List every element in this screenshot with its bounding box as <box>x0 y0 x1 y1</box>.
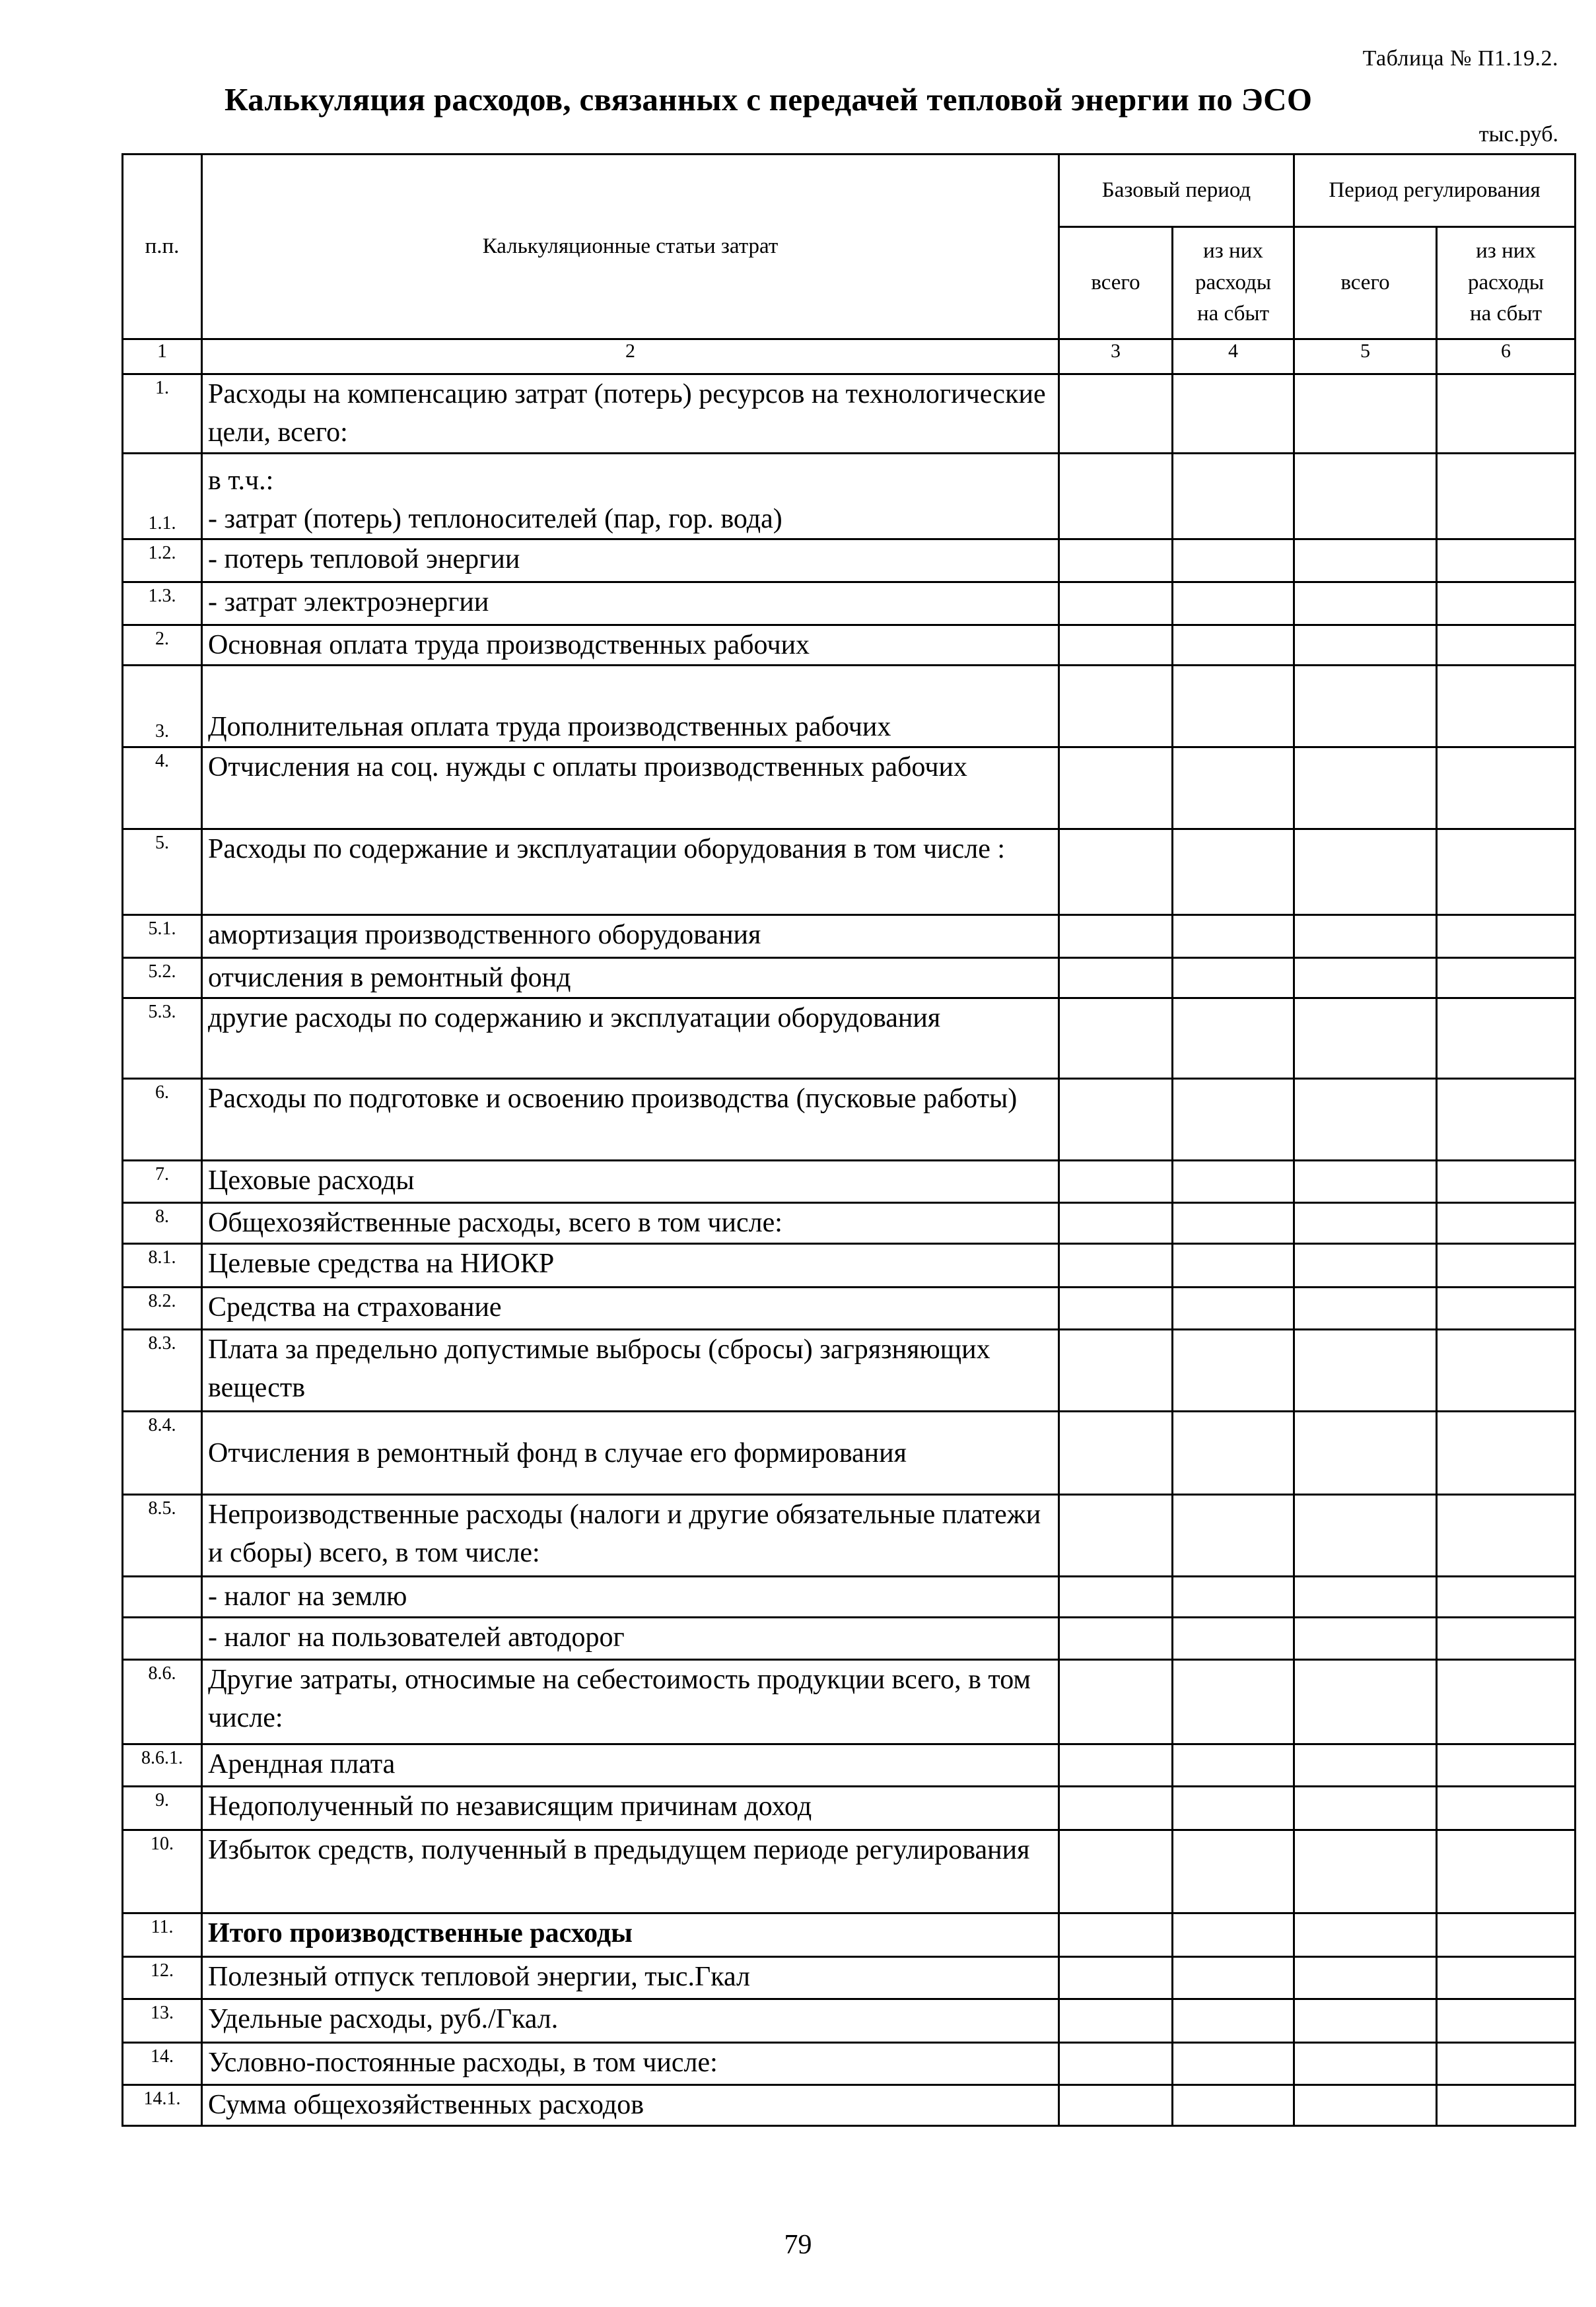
reg-total-cell[interactable] <box>1294 1744 1437 1787</box>
base-sales-cell[interactable] <box>1173 1999 1294 2043</box>
base-total-cell[interactable] <box>1059 666 1173 747</box>
column-number: 5 <box>1294 339 1437 374</box>
base-sales-cell[interactable] <box>1173 1203 1294 1244</box>
row-number: 13. <box>123 1999 202 2043</box>
reg-total-cell[interactable] <box>1294 1830 1437 1913</box>
header-reg-sales-line2: расходы <box>1467 270 1544 294</box>
header-reg-sales-line1: из них <box>1476 238 1536 263</box>
column-number: 2 <box>202 339 1059 374</box>
reg-sales-cell[interactable] <box>1437 1618 1576 1660</box>
header-base-sales-line3: на сбыт <box>1197 302 1269 326</box>
header-base-sales-line1: из них <box>1203 238 1263 263</box>
base-sales-cell[interactable] <box>1173 1495 1294 1577</box>
table-row <box>123 454 1576 539</box>
reg-sales-cell[interactable] <box>1437 958 1576 998</box>
reg-sales-cell[interactable] <box>1437 1330 1576 1412</box>
row-number: 9. <box>123 1787 202 1830</box>
row-label: Общехозяйственные расходы, всего в том числе: <box>202 1203 1059 1244</box>
base-sales-cell[interactable] <box>1173 829 1294 915</box>
reg-sales-cell[interactable] <box>1437 915 1576 958</box>
base-total-cell[interactable] <box>1059 1787 1173 1830</box>
row-label: Целевые средства на НИОКР <box>202 1244 1059 1288</box>
reg-total-cell[interactable] <box>1294 582 1437 625</box>
row-label: Расходы по содержание и эксплуатации оборудования в том числе : <box>202 829 1059 915</box>
row-number: 8.2. <box>123 1288 202 1330</box>
base-total-cell[interactable] <box>1059 915 1173 958</box>
row-label: другие расходы по содержанию и эксплуатации оборудования <box>202 998 1059 1079</box>
header-base-total: всего <box>1059 227 1173 339</box>
row-number: 10. <box>123 1830 202 1913</box>
reg-sales-cell[interactable] <box>1437 998 1576 1079</box>
reg-sales-cell[interactable] <box>1437 374 1576 454</box>
reg-total-cell[interactable] <box>1294 829 1437 915</box>
base-sales-cell[interactable] <box>1173 666 1294 747</box>
base-total-cell[interactable] <box>1059 829 1173 915</box>
base-sales-cell[interactable] <box>1173 747 1294 829</box>
reg-sales-cell[interactable] <box>1437 2043 1576 2085</box>
table-row <box>123 1288 1576 1330</box>
table-row <box>123 1999 1576 2043</box>
base-total-cell[interactable] <box>1059 374 1173 454</box>
base-sales-cell[interactable] <box>1173 1787 1294 1830</box>
reg-total-cell[interactable] <box>1294 1999 1437 2043</box>
row-label: амортизация производственного оборудования <box>202 915 1059 958</box>
row-label: Расходы на компенсацию затрат (потерь) ресурсов на технологические цели, всего: <box>202 374 1059 454</box>
base-sales-cell[interactable] <box>1173 2043 1294 2085</box>
row-number: 6. <box>123 1079 202 1161</box>
base-sales-cell[interactable] <box>1173 1288 1294 1330</box>
reg-sales-cell[interactable] <box>1437 1660 1576 1744</box>
reg-sales-cell[interactable] <box>1437 1288 1576 1330</box>
header-base-sales-line2: расходы <box>1195 270 1272 294</box>
table-row <box>123 2043 1576 2085</box>
reg-total-cell[interactable] <box>1294 1412 1437 1495</box>
row-number <box>123 1577 202 1618</box>
base-total-cell[interactable] <box>1059 1412 1173 1495</box>
reg-total-cell[interactable] <box>1294 1161 1437 1203</box>
table-row <box>123 829 1576 915</box>
row-number: 8.1. <box>123 1244 202 1288</box>
row-number: 8.6.1. <box>123 1744 202 1787</box>
row-number: 14.1. <box>123 2085 202 2126</box>
row-number: 8. <box>123 1203 202 1244</box>
reg-total-cell[interactable] <box>1294 958 1437 998</box>
table-row <box>123 1330 1576 1412</box>
base-total-cell[interactable] <box>1059 1660 1173 1744</box>
column-number: 3 <box>1059 339 1173 374</box>
row-number: 5.2. <box>123 958 202 998</box>
header-regulation-period: Период регулирования <box>1294 155 1576 227</box>
reg-total-cell[interactable] <box>1294 998 1437 1079</box>
table-row <box>123 1957 1576 1999</box>
row-number: 4. <box>123 747 202 829</box>
reg-sales-cell[interactable] <box>1437 1495 1576 1577</box>
table-row <box>123 1161 1576 1203</box>
table-row <box>123 958 1576 998</box>
row-number: 7. <box>123 1161 202 1203</box>
row-label-line2: - затрат (потерь) теплоносителей (пар, гор. вода) <box>208 504 782 534</box>
row-label: Арендная плата <box>202 1744 1059 1787</box>
base-sales-cell[interactable] <box>1173 1577 1294 1618</box>
page-number: 79 <box>784 2230 812 2260</box>
base-total-cell[interactable] <box>1059 958 1173 998</box>
row-number: 12. <box>123 1957 202 1999</box>
table-row <box>123 1203 1576 1244</box>
table-row <box>123 1913 1576 1957</box>
reg-total-cell[interactable] <box>1294 1577 1437 1618</box>
reg-sales-cell[interactable] <box>1437 1744 1576 1787</box>
row-label: - потерь тепловой энергии <box>202 539 1059 582</box>
reg-total-cell[interactable] <box>1294 625 1437 666</box>
base-total-cell[interactable] <box>1059 1957 1173 1999</box>
table-number: Таблица № П1.19.2. <box>1362 46 1558 71</box>
column-number: 4 <box>1173 339 1294 374</box>
reg-sales-cell[interactable] <box>1437 1412 1576 1495</box>
reg-sales-cell[interactable] <box>1437 1161 1576 1203</box>
base-sales-cell[interactable] <box>1173 1660 1294 1744</box>
reg-sales-cell[interactable] <box>1437 582 1576 625</box>
table-row <box>123 1412 1576 1495</box>
base-total-cell[interactable] <box>1059 1830 1173 1913</box>
reg-sales-cell[interactable] <box>1437 747 1576 829</box>
table-row <box>123 1495 1576 1577</box>
base-sales-cell[interactable] <box>1173 915 1294 958</box>
table-row <box>123 1577 1576 1618</box>
reg-sales-cell[interactable] <box>1437 1244 1576 1288</box>
table-row <box>123 1618 1576 1660</box>
base-total-cell[interactable] <box>1059 454 1173 539</box>
row-label: Условно-постоянные расходы, в том числе: <box>202 2043 1059 2085</box>
base-sales-cell[interactable] <box>1173 958 1294 998</box>
reg-total-cell[interactable] <box>1294 1495 1437 1577</box>
row-label <box>202 454 1059 539</box>
table-row <box>123 582 1576 625</box>
base-sales-cell[interactable] <box>1173 374 1294 454</box>
row-label: отчисления в ремонтный фонд <box>202 958 1059 998</box>
table-row <box>123 2085 1576 2126</box>
reg-total-cell[interactable] <box>1294 915 1437 958</box>
header-pp: п.п. <box>123 155 202 339</box>
base-total-cell[interactable] <box>1059 1999 1173 2043</box>
base-sales-cell[interactable] <box>1173 1913 1294 1957</box>
reg-sales-cell[interactable] <box>1437 625 1576 666</box>
row-label: - налог на землю <box>202 1577 1059 1618</box>
reg-sales-cell[interactable] <box>1437 1913 1576 1957</box>
row-label: Недополученный по независящим причинам доход <box>202 1787 1059 1830</box>
table-row <box>123 998 1576 1079</box>
row-label: Непроизводственные расходы (налоги и другие обязательные платежи и сборы) всего, в том числе: <box>202 1495 1059 1577</box>
row-label: Отчисления в ремонтный фонд в случае его формирования <box>202 1412 1059 1495</box>
base-sales-cell[interactable] <box>1173 2085 1294 2126</box>
row-number: 8.4. <box>123 1412 202 1495</box>
row-number: 3. <box>123 666 202 747</box>
row-number: 8.5. <box>123 1495 202 1577</box>
base-total-cell[interactable] <box>1059 1913 1173 1957</box>
reg-sales-cell[interactable] <box>1437 454 1576 539</box>
row-label: Расходы по подготовке и освоению производства (пусковые работы) <box>202 1079 1059 1161</box>
base-total-cell[interactable] <box>1059 2085 1173 2126</box>
row-label: Цеховые расходы <box>202 1161 1059 1203</box>
reg-total-cell[interactable] <box>1294 666 1437 747</box>
reg-sales-cell[interactable] <box>1437 1830 1576 1913</box>
header-base-period: Базовый период <box>1059 155 1294 227</box>
row-label: Сумма общехозяйственных расходов <box>202 2085 1059 2126</box>
reg-total-cell[interactable] <box>1294 2085 1437 2126</box>
row-number: 14. <box>123 2043 202 2085</box>
base-total-cell[interactable] <box>1059 1244 1173 1288</box>
reg-total-cell[interactable] <box>1294 1244 1437 1288</box>
table-row <box>123 539 1576 582</box>
row-label: Другие затраты, относимые на себестоимость продукции всего, в том числе: <box>202 1660 1059 1744</box>
reg-total-cell[interactable] <box>1294 1618 1437 1660</box>
base-total-cell[interactable] <box>1059 539 1173 582</box>
base-sales-cell[interactable] <box>1173 1744 1294 1787</box>
column-numbers-row <box>123 339 1576 374</box>
row-label: Удельные расходы, руб./Гкал. <box>202 1999 1059 2043</box>
base-total-cell[interactable] <box>1059 1161 1173 1203</box>
base-sales-cell[interactable] <box>1173 1618 1294 1660</box>
base-sales-cell[interactable] <box>1173 1830 1294 1913</box>
table-row <box>123 747 1576 829</box>
row-number: 1.3. <box>123 582 202 625</box>
base-total-cell[interactable] <box>1059 1079 1173 1161</box>
reg-sales-cell[interactable] <box>1437 829 1576 915</box>
base-sales-cell[interactable] <box>1173 1330 1294 1412</box>
row-label: Полезный отпуск тепловой энергии, тыс.Гкал <box>202 1957 1059 1999</box>
header-reg-sales-line3: на сбыт <box>1470 302 1543 326</box>
table-row <box>123 374 1576 454</box>
reg-total-cell[interactable] <box>1294 1330 1437 1412</box>
base-total-cell[interactable] <box>1059 998 1173 1079</box>
reg-sales-cell[interactable] <box>1437 666 1576 747</box>
reg-total-cell[interactable] <box>1294 1288 1437 1330</box>
reg-total-cell[interactable] <box>1294 1079 1437 1161</box>
base-total-cell[interactable] <box>1059 625 1173 666</box>
reg-total-cell[interactable] <box>1294 1913 1437 1957</box>
row-label: Отчисления на соц. нужды с оплаты производственных рабочих <box>202 747 1059 829</box>
table-row <box>123 1079 1576 1161</box>
base-sales-cell[interactable] <box>1173 625 1294 666</box>
header-cost-items: Калькуляционные статьи затрат <box>202 155 1059 339</box>
base-sales-cell[interactable] <box>1173 539 1294 582</box>
base-total-cell[interactable] <box>1059 1744 1173 1787</box>
table-row <box>123 666 1576 747</box>
reg-sales-cell[interactable] <box>1437 1577 1576 1618</box>
row-number: 1.2. <box>123 539 202 582</box>
base-sales-cell[interactable] <box>1173 582 1294 625</box>
row-number: 1.1. <box>123 454 202 539</box>
row-label: - затрат электроэнергии <box>202 582 1059 625</box>
table-row <box>123 1787 1576 1830</box>
reg-sales-cell[interactable] <box>1437 2085 1576 2126</box>
reg-total-cell[interactable] <box>1294 374 1437 454</box>
base-total-cell[interactable] <box>1059 582 1173 625</box>
base-total-cell[interactable] <box>1059 1495 1173 1577</box>
reg-sales-cell[interactable] <box>1437 1203 1576 1244</box>
row-label: Плата за предельно допустимые выбросы (сбросы) загрязняющих веществ <box>202 1330 1059 1412</box>
base-total-cell[interactable] <box>1059 1330 1173 1412</box>
base-sales-cell[interactable] <box>1173 1957 1294 1999</box>
row-label: Средства на страхование <box>202 1288 1059 1330</box>
row-number: 5.1. <box>123 915 202 958</box>
row-label-line1: в т.ч.: <box>208 465 274 496</box>
table-row <box>123 625 1576 666</box>
base-total-cell[interactable] <box>1059 1203 1173 1244</box>
row-label: Дополнительная оплата труда производственных рабочих <box>202 666 1059 747</box>
row-number: 2. <box>123 625 202 666</box>
row-label: Итого производственные расходы <box>202 1913 1059 1957</box>
reg-total-cell[interactable] <box>1294 539 1437 582</box>
column-number: 6 <box>1437 339 1576 374</box>
base-total-cell[interactable] <box>1059 1577 1173 1618</box>
row-number: 11. <box>123 1913 202 1957</box>
header-base-sales-costs <box>1173 227 1294 339</box>
row-number: 1. <box>123 374 202 454</box>
cost-calculation-table <box>121 153 1576 2127</box>
column-number: 1 <box>123 339 202 374</box>
base-sales-cell[interactable] <box>1173 1161 1294 1203</box>
row-number: 5.3. <box>123 998 202 1079</box>
table-row <box>123 1830 1576 1913</box>
page-title: Калькуляция расходов, связанных с передачей тепловой энергии по ЭСО <box>225 81 1313 118</box>
reg-sales-cell[interactable] <box>1437 1957 1576 1999</box>
reg-total-cell[interactable] <box>1294 2043 1437 2085</box>
table-row <box>123 1660 1576 1744</box>
base-sales-cell[interactable] <box>1173 1079 1294 1161</box>
base-sales-cell[interactable] <box>1173 1412 1294 1495</box>
row-label: Основная оплата труда производственных рабочих <box>202 625 1059 666</box>
table-row <box>123 915 1576 958</box>
reg-sales-cell[interactable] <box>1437 1999 1576 2043</box>
base-total-cell[interactable] <box>1059 1288 1173 1330</box>
reg-total-cell[interactable] <box>1294 1787 1437 1830</box>
reg-total-cell[interactable] <box>1294 1957 1437 1999</box>
row-label: Избыток средств, полученный в предыдущем периоде регулирования <box>202 1830 1059 1913</box>
base-total-cell[interactable] <box>1059 747 1173 829</box>
reg-sales-cell[interactable] <box>1437 1787 1576 1830</box>
row-number <box>123 1618 202 1660</box>
reg-sales-cell[interactable] <box>1437 1079 1576 1161</box>
reg-total-cell[interactable] <box>1294 454 1437 539</box>
base-sales-cell[interactable] <box>1173 454 1294 539</box>
reg-total-cell[interactable] <box>1294 1660 1437 1744</box>
base-sales-cell[interactable] <box>1173 1244 1294 1288</box>
reg-total-cell[interactable] <box>1294 747 1437 829</box>
row-number: 8.3. <box>123 1330 202 1412</box>
base-total-cell[interactable] <box>1059 1618 1173 1660</box>
base-total-cell[interactable] <box>1059 2043 1173 2085</box>
reg-total-cell[interactable] <box>1294 1203 1437 1244</box>
reg-sales-cell[interactable] <box>1437 539 1576 582</box>
header-reg-sales-costs <box>1437 227 1576 339</box>
row-number: 8.6. <box>123 1660 202 1744</box>
row-label: - налог на пользователей автодорог <box>202 1618 1059 1660</box>
base-sales-cell[interactable] <box>1173 998 1294 1079</box>
table-row <box>123 1244 1576 1288</box>
row-number: 5. <box>123 829 202 915</box>
table-row <box>123 1744 1576 1787</box>
header-reg-total: всего <box>1294 227 1437 339</box>
units-label: тыс.руб. <box>1478 122 1558 147</box>
